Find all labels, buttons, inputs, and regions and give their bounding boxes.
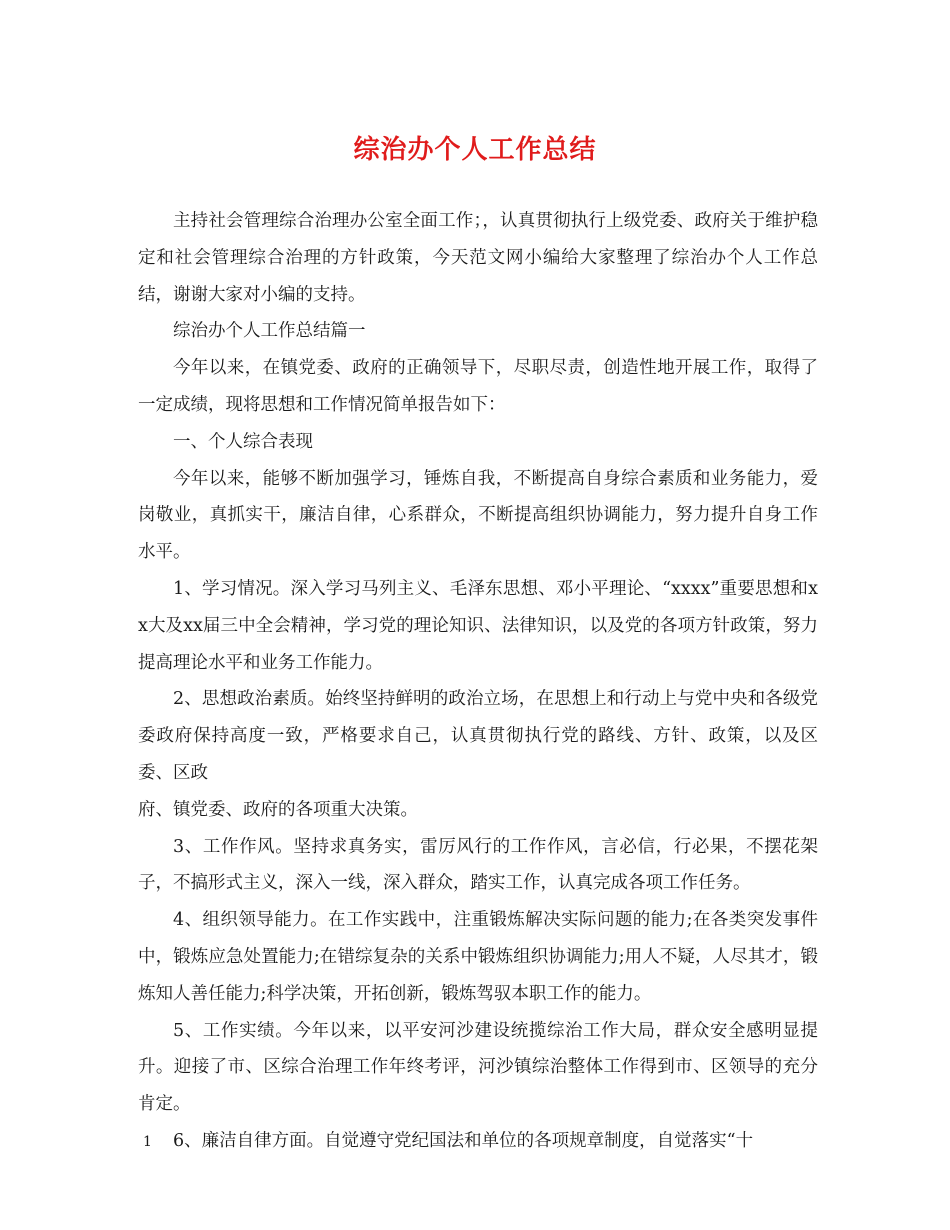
paragraph-item-5-achievements: 5、工作实绩。今年以来，以平安河沙建设统揽综治工作大局，群众安全感明显提升。迎接了市、区综合治理工作年终考评，河沙镇综治整体工作得到市、区领导的充分肯定。	[138, 1020, 818, 1115]
paragraph-item-2-continued: 府、镇党委、政府的各项重大决策。	[138, 799, 418, 820]
section-heading-part-one: 综治办个人工作总结篇一	[173, 321, 366, 342]
paragraph-performance-summary: 今年以来，能够不断加强学习，锤炼自我，不断提高自身综合素质和业务能力，爱岗敬业，真抓实干，廉洁自律，心系群众，不断提高组织协调能力，努力提升自身工作水平。	[138, 468, 818, 563]
paragraph-item-1-study: 1、学习情况。深入学习马列主义、毛泽东思想、邓小平理论、“xxxx”重要思想和xx大及xx届三中全会精神，学习党的理论知识、法律知识，以及党的各项方针政策，努力提高理论水平和业务工作能力。	[138, 578, 818, 673]
paragraph-item-4-leadership: 4、组织领导能力。在工作实践中，注重锻炼解决实际问题的能力;在各类突发事件中，锻炼应急处置能力;在错综复杂的关系中锻炼组织协调能力;用人不疑，人尽其才，锻炼知人善任能力;科学决策，开拓创新，锻炼驾驭本职工作的能力。	[138, 910, 818, 1004]
section-heading-personal-performance: 一、个人综合表现	[173, 431, 313, 452]
paragraph-intro: 主持社会管理综合治理办公室全面工作；，认真贯彻执行上级党委、政府关于维护稳定和社会管理综合治理的方针政策，今天范文网小编给大家整理了综治办个人工作总结，谢谢大家对小编的支持。	[138, 211, 818, 305]
paragraph-item-6-integrity: 6、廉洁自律方面。自觉遵守党纪国法和单位的各项规章制度，自觉落实“十	[173, 1130, 754, 1151]
document-title: 综治办个人工作总结	[353, 135, 597, 165]
document-body	[138, 203, 818, 1160]
paragraph-item-3-work-style: 3、工作作风。坚持求真务实，雷厉风行的工作作风，言必信，行必果，不摆花架子，不搞形式主义，深入一线，深入群众，踏实工作，认真完成各项工作任务。	[138, 836, 818, 894]
paragraph-item-2-political: 2、思想政治素质。始终坚持鲜明的政治立场，在思想上和行动上与党中央和各级党委政府保持高度一致，严格要求自己，认真贯彻执行党的路线、方针、政策，以及区委、区政	[138, 689, 818, 783]
paragraph-opening: 今年以来，在镇党委、政府的正确领导下，尽职尽责，创造性地开展工作，取得了一定成绩，现将思想和工作情况简单报告如下：	[138, 358, 818, 415]
page-number: 1	[143, 1134, 152, 1150]
